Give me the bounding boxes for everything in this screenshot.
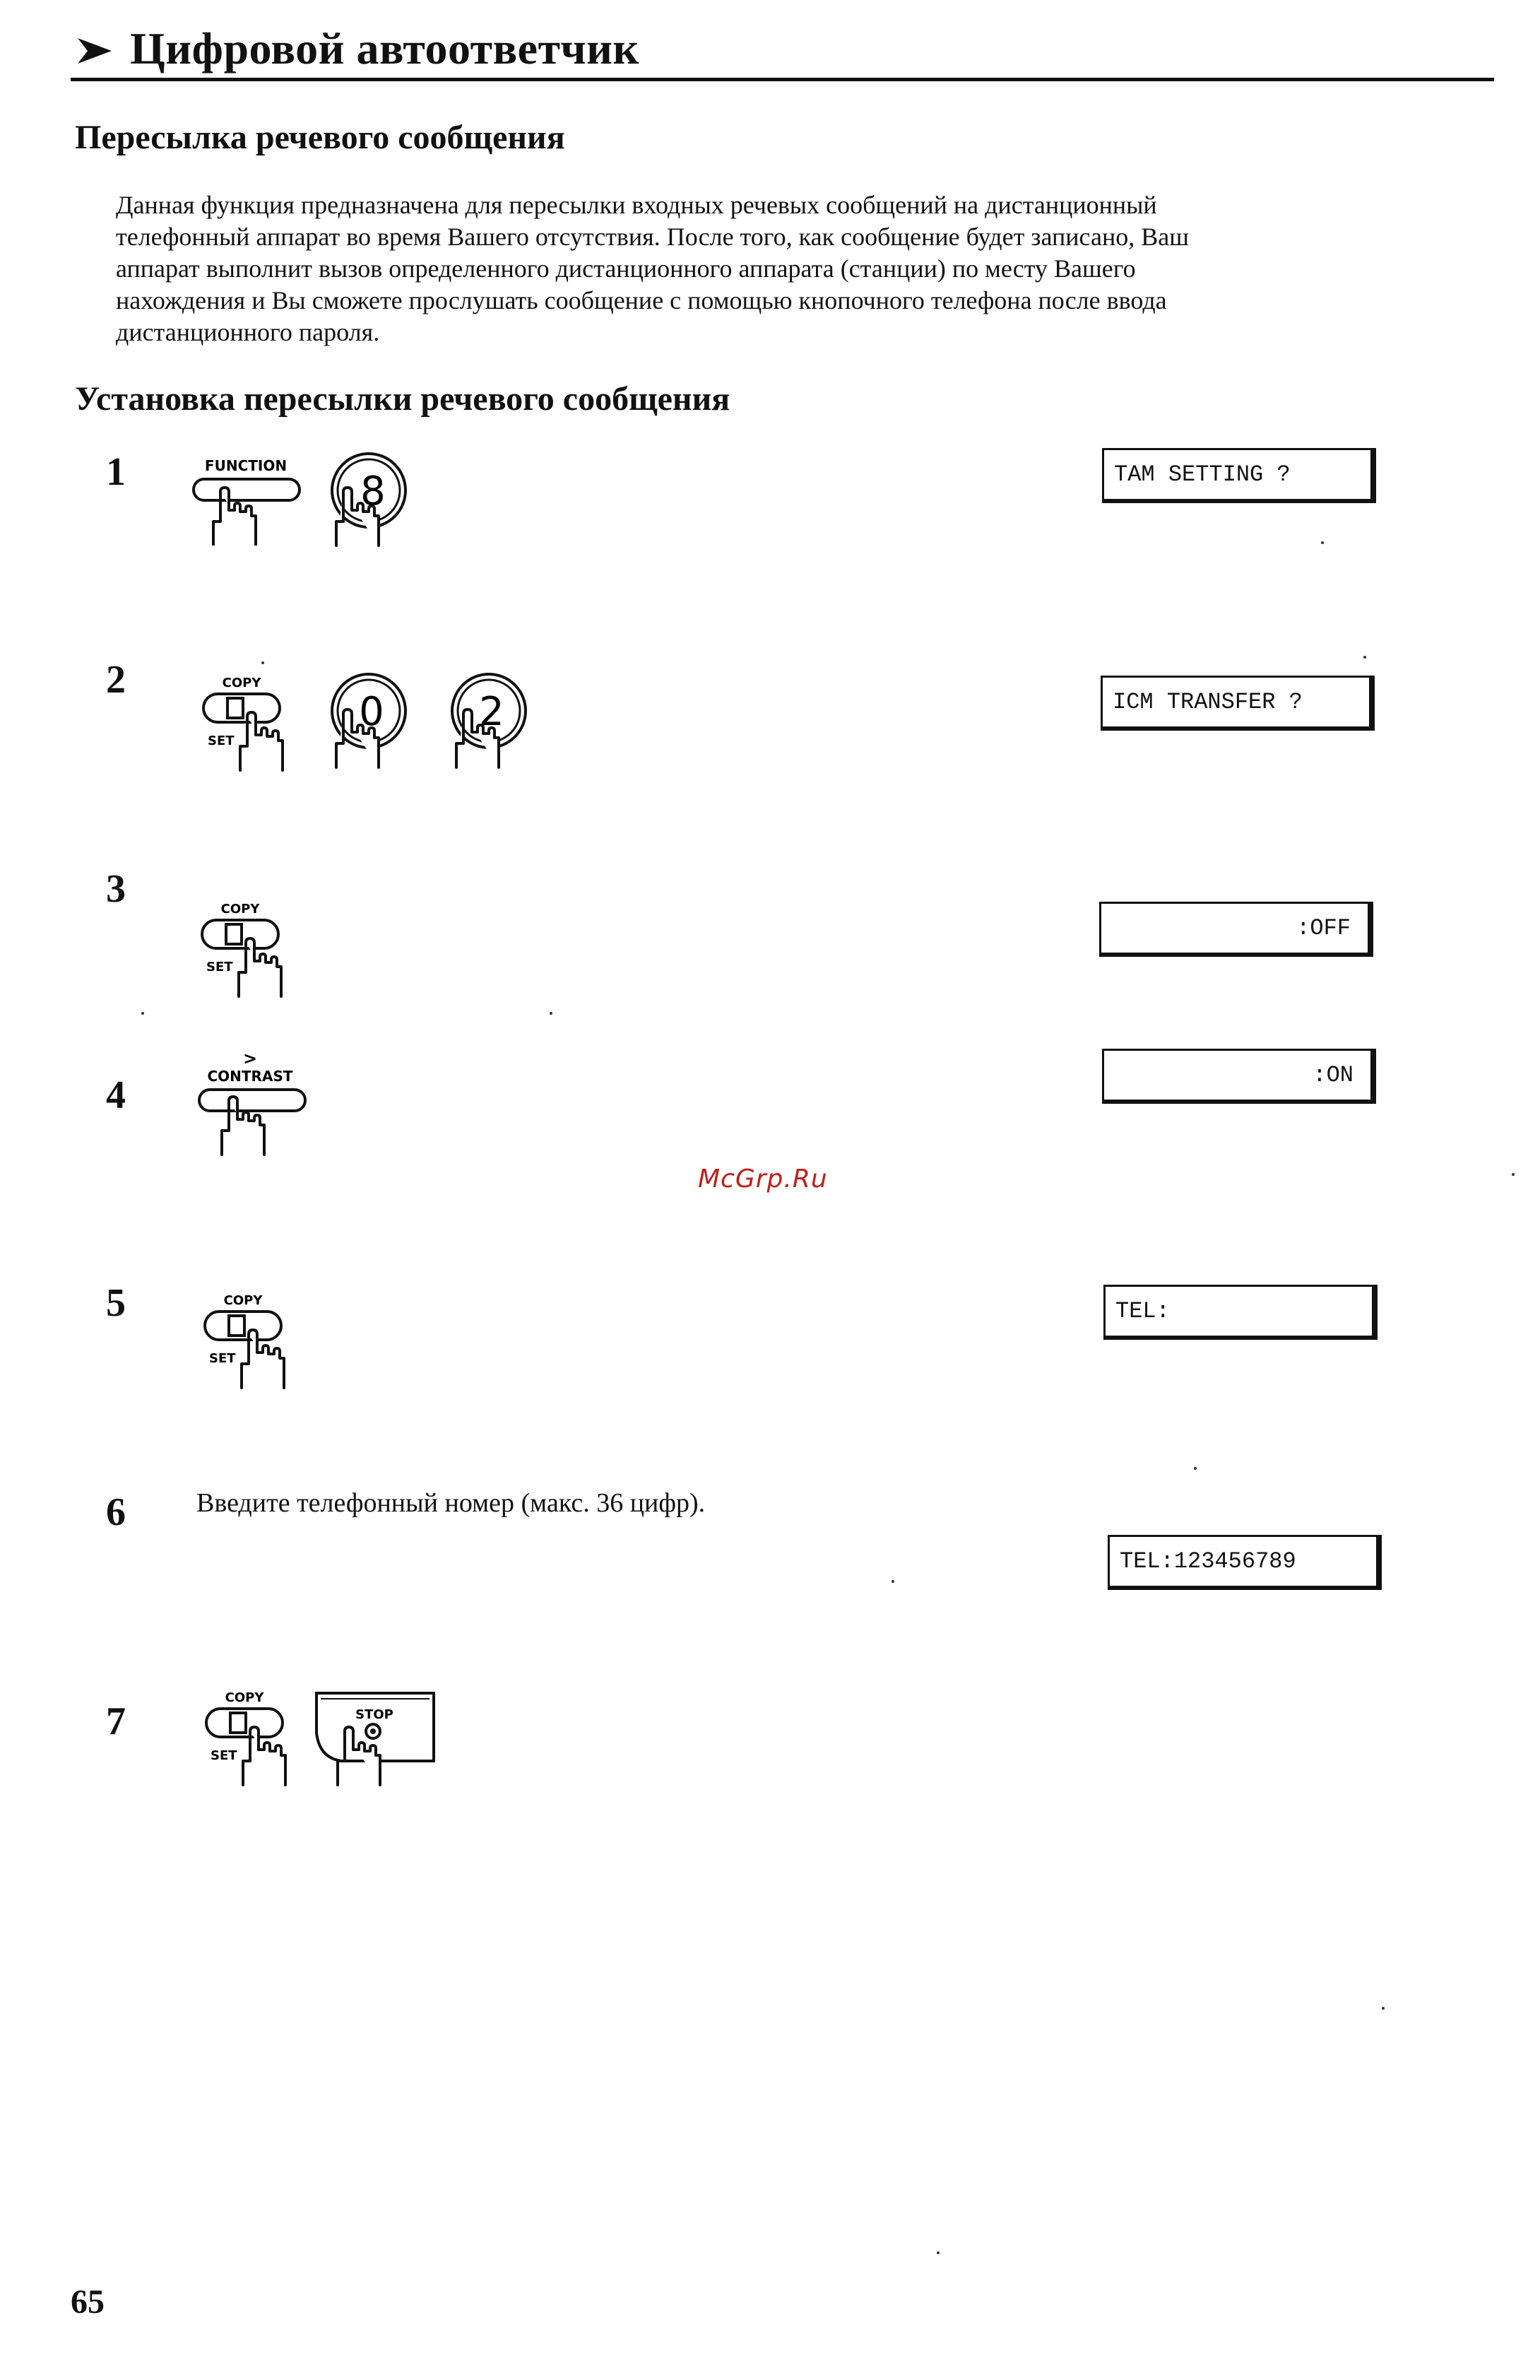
scan-speck	[1382, 2007, 1385, 2010]
intro-line: Данная функция предназначена для пересылки входных речевых сообщений на дистанционный	[116, 191, 1157, 219]
watermark: McGrp.Ru	[698, 1165, 828, 1194]
copy-key-label: COPY	[220, 902, 260, 917]
set-key-label: SET	[209, 1351, 236, 1366]
contrast-key-label: CONTRAST	[207, 1068, 293, 1085]
digit-8-label: 8	[360, 469, 386, 514]
scan-speck	[1363, 656, 1366, 659]
lcd-display-step2: ICM TRANSFER ?	[1101, 676, 1375, 731]
stop-button	[314, 1690, 441, 1789]
set-key-label: SET	[206, 960, 233, 974]
digit-0-label: 0	[359, 689, 384, 735]
scan-speck	[937, 2251, 940, 2254]
lcd-display-step1: TAM SETTING ?	[1102, 448, 1376, 503]
lcd-display-step4: :ON	[1102, 1049, 1376, 1104]
copy-key-label: COPY	[223, 1293, 263, 1308]
digit-2-label: 2	[479, 689, 504, 735]
step-number: 7	[106, 1699, 126, 1743]
page-header	[71, 21, 1494, 81]
digit-2-button	[446, 671, 531, 777]
page-title: Цифровой автоответчик	[130, 23, 639, 73]
copy-set-button	[198, 673, 304, 772]
step-number: 5	[106, 1281, 126, 1325]
scan-speck	[141, 1012, 144, 1015]
scan-speck	[261, 661, 264, 664]
lcd-display-step3: :OFF	[1099, 902, 1373, 957]
step-instruction: Введите телефонный номер (макс. 36 цифр).	[196, 1488, 706, 1518]
step-number: 3	[106, 867, 126, 911]
intro-line: дистанционного пароля.	[116, 318, 380, 346]
page-number: 65	[71, 2283, 105, 2321]
copy-key-label: COPY	[222, 676, 261, 690]
digit-8-button	[326, 445, 411, 551]
intro-line: нахождения и Вы сможете прослушать сообщение с помощью кнопочного телефона после ввода	[116, 286, 1167, 314]
intro-line: аппарат выполнит вызов определенного дистанционного аппарата (станции) по месту Вашего	[116, 254, 1136, 283]
arrowhead-icon	[73, 35, 116, 66]
step-number: 1	[106, 450, 126, 494]
copy-key-label: COPY	[225, 1690, 264, 1705]
contrast-arrow-label: >	[242, 1049, 258, 1068]
intro-line: телефонный аппарат во время Вашего отсутствия. После того, как сообщение будет записано, Ваш	[116, 223, 1189, 251]
scan-speck	[1321, 541, 1324, 544]
section-title-transfer: Пересылка речевого сообщения	[75, 119, 565, 156]
lcd-display-step5: TEL:	[1103, 1285, 1378, 1340]
lcd-display-step6: TEL:123456789	[1108, 1535, 1382, 1590]
step-number: 2	[106, 658, 126, 702]
digit-0-button	[326, 671, 411, 777]
scan-speck	[550, 1012, 552, 1015]
copy-set-button	[199, 1290, 305, 1389]
function-button	[189, 454, 302, 546]
function-key-label: FUNCTION	[204, 457, 288, 474]
scan-speck	[892, 1580, 894, 1583]
copy-set-button	[201, 1687, 307, 1786]
step-number: 4	[106, 1073, 126, 1117]
stop-key-label: STOP	[355, 1707, 393, 1722]
intro-paragraph	[116, 189, 1430, 348]
section-title-setup: Установка пересылки речевого сообщения	[75, 380, 730, 418]
step-number: 6	[106, 1490, 126, 1534]
scan-speck	[1512, 1173, 1515, 1176]
scan-speck	[1194, 1467, 1197, 1470]
copy-set-button	[196, 899, 302, 998]
set-key-label: SET	[208, 734, 235, 748]
contrast-button	[191, 1049, 311, 1162]
set-key-label: SET	[211, 1748, 237, 1763]
